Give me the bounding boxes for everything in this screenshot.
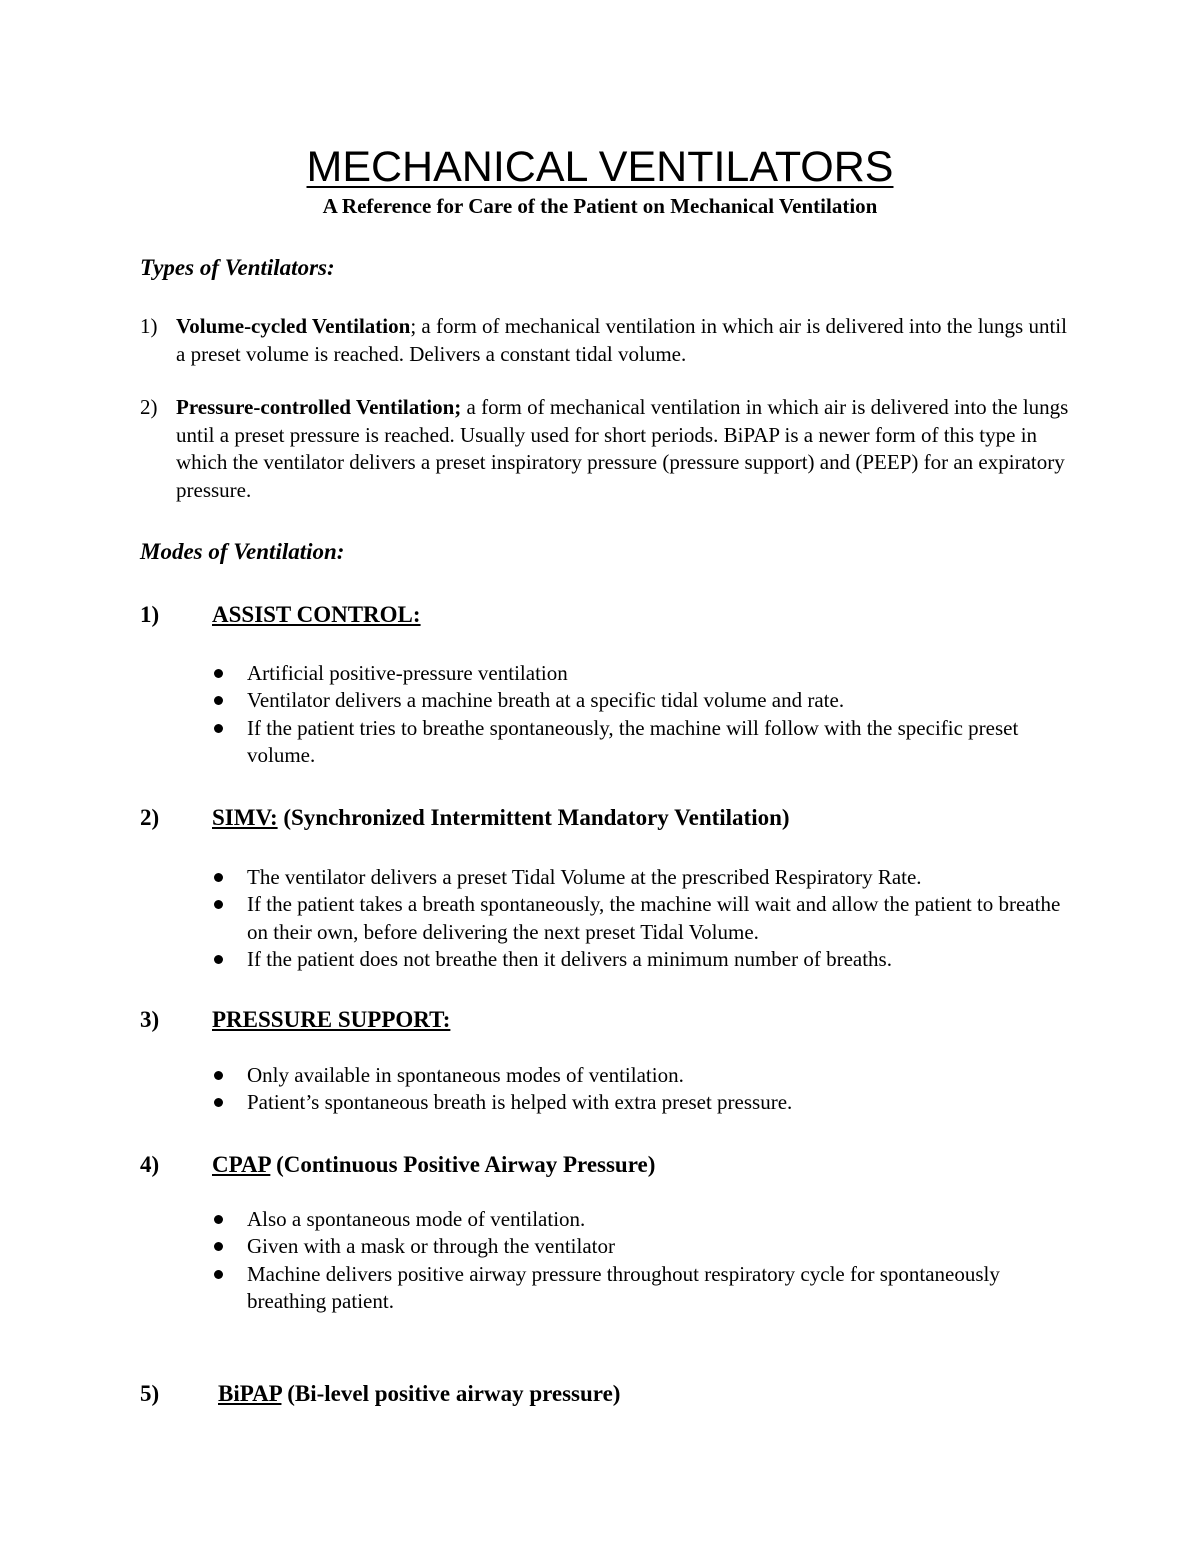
list-item: Patient’s spontaneous breath is helped with extra preset pressure.	[212, 1089, 1072, 1116]
bullet-icon	[214, 1242, 223, 1251]
mode-name: SIMV:	[212, 805, 278, 830]
mode-heading-pressure-support	[140, 1005, 450, 1035]
modes-heading: Modes of Ventilation:	[140, 539, 345, 564]
list-item: Only available in spontaneous modes of ventilation.	[212, 1062, 1072, 1089]
bullet-icon	[214, 1098, 223, 1107]
list-item: If the patient takes a breath spontaneously, the machine will wait and allow the patient to breathe on their own, before delivering the next preset Tidal Volume.	[212, 891, 1072, 946]
mode-description: (Continuous Positive Airway Pressure)	[270, 1152, 656, 1177]
mode-name: BiPAP	[218, 1381, 282, 1406]
bullet-icon	[214, 724, 223, 733]
document-subtitle: A Reference for Care of the Patient on Mechanical Ventilation	[322, 194, 878, 218]
list-item: Given with a mask or through the ventilator	[212, 1233, 1072, 1260]
list-item: Artificial positive-pressure ventilation	[212, 660, 1072, 687]
mode-bullet-list	[212, 660, 1072, 769]
mode-bullet-list	[212, 1206, 1072, 1315]
mode-heading-simv	[140, 803, 790, 833]
mode-bullet-list	[212, 1062, 1072, 1117]
mode-name: CPAP	[212, 1152, 271, 1177]
type-item-number: 1)	[140, 314, 158, 338]
mode-heading-cpap	[140, 1150, 655, 1180]
mode-number: 2)	[140, 805, 160, 830]
mode-heading-assist-control	[140, 600, 421, 630]
bullet-icon	[214, 669, 223, 678]
type-item-term: Pressure-controlled Ventilation;	[176, 395, 462, 419]
mode-number: 1)	[140, 602, 160, 627]
bullet-icon	[214, 873, 223, 882]
mode-number: 4)	[140, 1152, 160, 1177]
type-item-number: 2)	[140, 395, 158, 419]
list-item: If the patient tries to breathe spontaneously, the machine will follow with the specific preset volume.	[212, 715, 1072, 770]
mode-number: 3)	[140, 1007, 160, 1032]
list-item: Also a spontaneous mode of ventilation.	[212, 1206, 1072, 1233]
types-heading: Types of Ventilators:	[140, 255, 335, 280]
list-item: If the patient does not breathe then it delivers a minimum number of breaths.	[212, 946, 1072, 973]
mode-name: ASSIST CONTROL:	[212, 602, 421, 627]
bullet-icon	[214, 955, 223, 964]
type-item	[140, 394, 1070, 504]
bullet-icon	[214, 900, 223, 909]
document-title: MECHANICAL VENTILATORS	[306, 143, 894, 191]
type-item-text: a form of mechanical ventilation in which air is delivered into the lungs until a preset pressure is reached. Usually used for short periods. BiPAP is a newer form of this type in which the ventilator delivers a preset inspiratory pressure (pressure support) and (PEEP) for an expiratory pressure.	[176, 395, 1069, 502]
mode-heading-bipap	[140, 1379, 620, 1409]
mode-number: 5)	[140, 1381, 160, 1406]
mode-name: PRESSURE SUPPORT:	[212, 1007, 451, 1032]
type-item-term: Volume-cycled Ventilation	[176, 314, 411, 338]
bullet-icon	[214, 1270, 223, 1279]
bullet-icon	[214, 1071, 223, 1080]
list-item: The ventilator delivers a preset Tidal Volume at the prescribed Respiratory Rate.	[212, 864, 1072, 891]
list-item: Machine delivers positive airway pressure throughout respiratory cycle for spontaneously breathing patient.	[212, 1261, 1072, 1316]
mode-description: (Synchronized Intermittent Mandatory Ventilation)	[277, 805, 790, 830]
mode-bullet-list	[212, 864, 1072, 973]
mode-description: (Bi-level positive airway pressure)	[281, 1381, 621, 1406]
type-item	[140, 313, 1070, 368]
bullet-icon	[214, 1215, 223, 1224]
type-item-text: ; a form of mechanical ventilation in which air is delivered into the lungs until a preset volume is reached. Delivers a constant tidal volume.	[176, 314, 1067, 366]
list-item: Ventilator delivers a machine breath at a specific tidal volume and rate.	[212, 687, 1072, 714]
bullet-icon	[214, 696, 223, 705]
